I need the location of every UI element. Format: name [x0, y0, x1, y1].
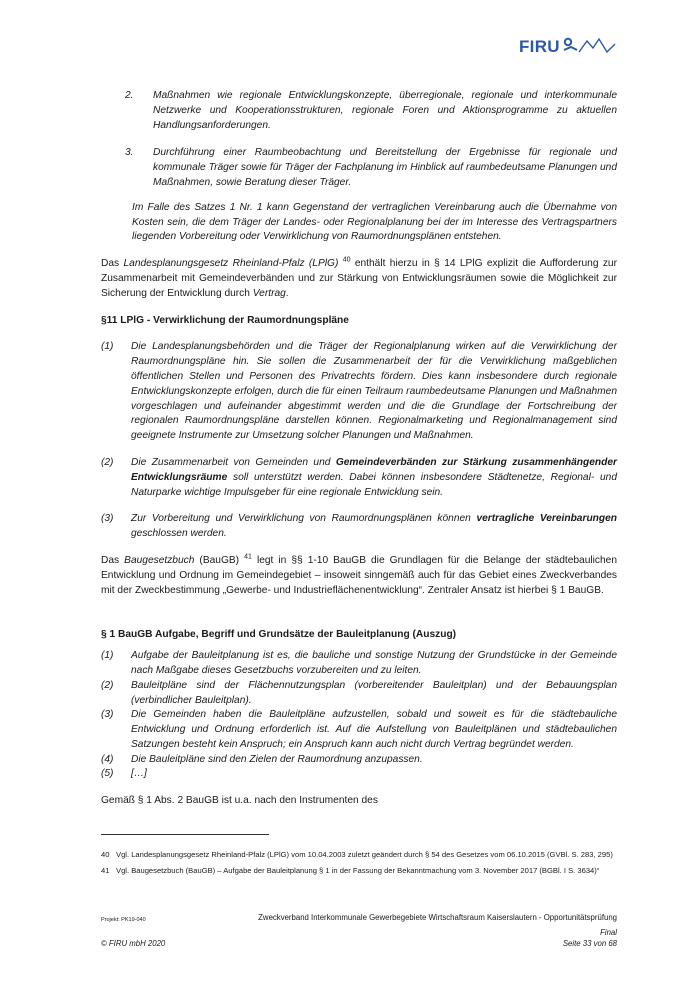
- copyright: © FIRU mbH 2020: [101, 939, 166, 948]
- closing-line: Gemäß § 1 Abs. 2 BauGB ist u.a. nach den Instrumenten des: [101, 795, 378, 807]
- list-number: 3.: [125, 147, 134, 159]
- logo-mark-icon: [563, 36, 619, 56]
- list-item: (2) Bauleitpläne sind der Flächennutzungsplan (vorbereitender Bauleitplan) und der Bebauungsplan (verbindlicher Bauleitplan).: [101, 679, 617, 706]
- footer-title: Zweckverband Interkommunale Gewerbegebiete Wirtschaftsraum Kaiserslautern - Opportunitätsprüfung: [258, 913, 617, 922]
- list-item: (5) […]: [101, 768, 147, 780]
- footnote-ref: 40: [342, 256, 351, 264]
- footnote-ref: 41: [244, 553, 252, 561]
- footnote: 40 Vgl. Landesplanungsgesetz Rheinland-Pfalz (LPlG) vom 10.04.2003 zuletzt geändert durch § 54 des Gesetzes vom 06.10.2015 (GVBl. S. 283, 295): [101, 850, 613, 859]
- section-paragraph: (2) Die Zusammenarbeit von Gemeinden und Gemeindeverbänden zur Stärkung zusammenhängender Entwicklungsräume soll unterstützt werden. Dabei können insbesondere Städtenetze, Regional- und Naturparke wichtige Impulsgeber für eine regionale Entwicklung sein.: [101, 456, 617, 498]
- footnote-divider: [101, 834, 269, 835]
- page-footer: [101, 912, 617, 950]
- lplg-paragraph: Das Landesplanungsgesetz Rheinland-Pfalz (LPlG) $^{40}$ enthält hierzu in § 14 LPlG explizit die Aufforderung zur Zusammenarbeit mit Gemeindeverbänden und zur Stärkung von Entwicklungsräumen sowie die Möglichkeit zur Sicherung der Entwicklung durch Vertrag.: [101, 256, 617, 299]
- footnotes: [101, 849, 617, 881]
- page-number: Seite 33 von 68: [562, 939, 617, 948]
- baugb-list: [101, 649, 617, 782]
- list-text: Maßnahmen wie regionale Entwicklungskonzepte, überregionale, regionale und interkommunale Netzwerke und Kooperationsstrukturen, regionale Foren und Aktionsprogramme zu aktuellen Handlungsanforderungen.: [153, 90, 617, 131]
- list-number: 2.: [125, 90, 134, 101]
- list-item: (4) Die Bauleitpläne sind den Zielen der Raumordnung anzupassen.: [101, 753, 423, 765]
- project-code: Projekt: PK19-040: [101, 917, 146, 923]
- section-paragraph: (3) Zur Vorbereitung und Verwirklichung von Raumordnungsplänen können vertragliche Vereinbarungen geschlossen werden.: [101, 513, 617, 540]
- baugb-paragraph: Das Baugesetzbuch (BauGB) $^{41}$ legt in §§ 1-10 BauGB die Grundlagen für die Belange der städtebaulichen Entwicklung und Ordnung im Gemeindegebiet – insoweit sinngemäß auch für das Gebiet eines Zweckverbandes mit der Zweckbestimmung „Gewerbe- und Industrieflächenentwicklung“. Zentraler Ansatz ist hierbei § 1 BauGB.: [101, 553, 618, 596]
- footnote: 41 Vgl. Baugesetzbuch (BauGB) – Aufgabe der Bauleitplanung § 1 in der Fassung der Bekanntmachung vom 3. November 2017 (BGBl. I S. 3634)“: [101, 866, 600, 876]
- list-item: (3) Die Gemeinden haben die Bauleitpläne aufzustellen, sobald und soweit es für die städtebauliche Entwicklung und Ordnung erforderlich ist. Auf die Aufstellung von Bauleitplänen und städtebaulichen Satzungen besteht kein Anspruch; ein Anspruch kann auch nicht durch Vertrag begründet werden.: [101, 709, 617, 750]
- law-name: Baugesetzbuch: [124, 554, 195, 566]
- list-text: Durchführung einer Raumbeobachtung und Bereitstellung der Ergebnisse für regionale und kommunale Träger sowie für Träger der Fachplanung im Hinblick auf raumbedeutsame Planungen und Maßnahmen, sowie Beratung dieser Träger.: [153, 147, 617, 188]
- section-heading: § 1 BauGB Aufgabe, Begriff und Grundsätze der Bauleitplanung (Auszug): [101, 629, 457, 641]
- list-item: [125, 89, 617, 133]
- logo-text: FIRU: [519, 37, 560, 56]
- document-status: Final: [600, 927, 617, 937]
- firu-logo: [519, 34, 619, 60]
- list-item: (1) Aufgabe der Bauleitplanung ist es, die bauliche und sonstige Nutzung der Grundstücke in der Gemeinde nach Maßgabe dieses Gesetzbuchs vorzubereiten und zu leiten.: [101, 650, 617, 676]
- main-content: [101, 89, 617, 809]
- case-paragraph: Im Falle des Satzes 1 Nr. 1 kann Gegenstand der vertraglichen Vereinbarung auch die Übernahme von Kosten sein, die dem Träger der Landes- oder Regionalplanung bei der im Interesse des Vertragspartners liegenden Vorbereitung oder Verwirklichung von Raumordnungsplänen entstehen.: [132, 201, 617, 243]
- section-heading: §11 LPlG - Verwirklichung der Raumordnungspläne: [101, 314, 349, 326]
- list-item: [125, 146, 617, 190]
- law-name: Landesplanungsgesetz Rheinland-Pfalz (LPlG): [123, 258, 339, 270]
- section-paragraph: (1) Die Landesplanungsbehörden und die Träger der Regionalplanung wirken auf die Verwirklichung der Raumordnungspläne hin. Sie sollen die Zusammenarbeit der für die Verwirklichung maßgeblichen öffentlichen Stellen und Personen des Privatrechts fördern. Dies kann insbesondere durch regionale Entwicklungskonzepte erfolgen, durch die für einen Teilraum raumbedeutsame Planungen und Maßnahmen vorgeschlagen und aufeinander abgestimmt werden und die die Grundlage der Fortschreibung der regionalen Raumordnungspläne darstellen können. Regionalmarketing und Regionalmanagement sind geeignete Instrumente zur Umsetzung solcher Planungen und Maßnahmen.: [101, 341, 617, 442]
